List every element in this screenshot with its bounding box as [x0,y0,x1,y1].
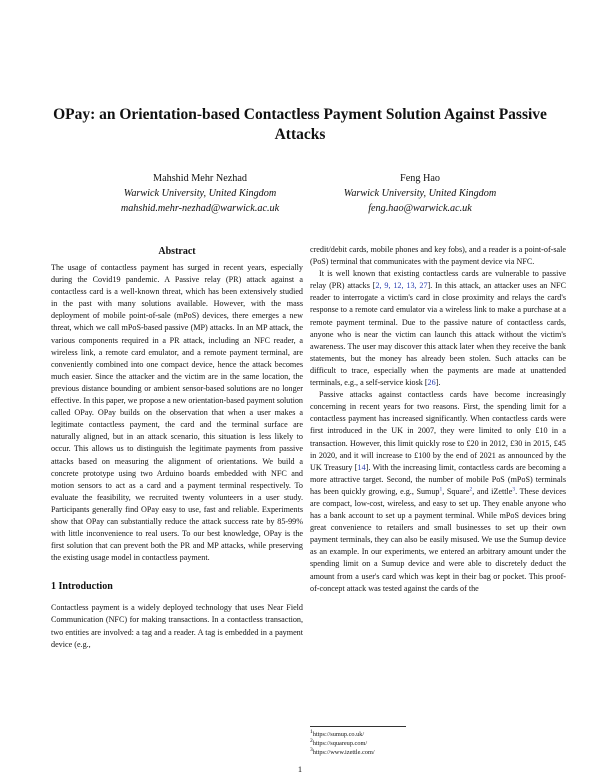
text-run: Passive attacks against contactless cards have become increasingly concerning in recent years for two reasons. First, the spending limit for a contactless payment has increased significantly. When contactless cards were first introduced in the UK in 2007, they were limited to only £10 in a transaction. However, this limit quickly rose to £20 in 2012, £30 in 2015, £45 in 2020, and it will increase to £100 by the end of 2021 as announced by the UK Treasury [ [310,390,566,472]
footnote-url[interactable]: https://www.izettle.com/ [312,749,375,756]
author-block-2 [300,171,540,216]
text-run: . These devices are compact, low-cost, wireless, and easy to set up. They enable anyone who has a bank account to set up a payment terminal. While mPoS devices bring great convenience to retailers and small businesses to set up their own payment terminals, they can also be easily misused. We use the Sumup device as an example. In our experiments, we entered an arbitrary amount under the spending limit on a Sumup device and were able to discretely deduct the amount from a user's card which was kept in their bag or pocket. This proof-of-concept attack was tested against the cards of the [310,486,566,593]
author-email: feng.hao@warwick.ac.uk [368,203,472,214]
abstract-text: The usage of contactless payment has surged in recent years, especially during the Covid19 pandemic. A Passive relay (PR) attack against a contactless card is a well-known threat, which has been extensively studied in the past with many solutions available. However, with the mass deployment of mobile point-of-sale (mPoS) devices, there emerges a new threat, which we call mPoS-based passive (MP) attacks. In an MP attack, the various components required in a PR attack, including an NFC reader, a wireless link, a remote card emulator, and a remote payment terminal, are conveniently combined into one compact device, hence the attack becomes much easier. Since the attacker and the victim are in the same location, the previous distance bounding or ambient sensor-based solutions are no longer effective. In this paper, we propose a new orientation-based payment solution called OPay. OPay builds on the observation that when a user makes a legitimate contactless payment, the card and the terminal surface are naturally aligned, but in an attack scenario, this situation is less likely to occur. This allows us to distinguish the legitimate payments from passive attacks based on measuring the alignment of orientations. We build a concrete prototype using two Arduino boards embedded with NFC and motion sensors to act as a card and a payment terminal respectively. To evaluate the feasibility, we recruited twenty volunteers in a user study. Participants generally find OPay easy to use, fast and reliable. Experiments show that OPay can substantially reduce the attack success rate by 85-99% with little inconvenience to real users. To our best knowledge, OPay is the first solution that can prevent both the PR and MP attacks, while preserving the existing usage model in contactless payment. [51,263,303,563]
paper-title: OPay: an Orientation-based Contactless Payment Solution Against Passive Attacks [53,106,547,143]
footnote-mark[interactable]: 2 [469,486,473,493]
text-run: ]. In this attack, an attacker uses an NFC reader to interrogate a victim's card in close proximity and relays the card's response to a remote card emulator via a wireless link to make a purchase at a remote payment terminal. Due to the passive nature of contactless cards, anyone who is near the victim can launch this attack without the victim's awareness. The user may discover this attack later when they receive the bank statements, but the money has already been stolen. Such attacks can be difficult to trace, especially when the payments are made at unattended terminals, e.g., a self-service kiosk [ [310,281,566,388]
footnote-item [310,748,566,757]
text-run: ]. With the increasing limit, contactless cards are becoming a more attractive target. Second, the number of mobile PoS (mPoS) terminals has been quickly growing, e.g., Sumup [310,462,566,496]
author-block-1 [80,171,320,216]
footnote-url[interactable]: https://sumup.co.uk/ [312,731,365,738]
citation-link[interactable]: 26 [427,378,436,388]
author-affiliation: Warwick University, United Kingdom [123,188,277,199]
intro-paragraph-2 [310,268,566,389]
footnote-mark[interactable]: 1 [439,486,443,493]
right-column [310,244,566,595]
footnote-mark[interactable]: 3 [512,486,516,493]
footnote-divider [310,726,406,727]
abstract-heading: Abstract [158,246,196,257]
section-heading-introduction: 1 Introduction [51,581,113,593]
footnotes [310,730,566,757]
text-run: It is well known that existing contactless cards are vulnerable to passive relay (PR) attacks [ [310,269,566,291]
citation-link[interactable]: 2, 9, 12, 13, 27 [375,281,428,291]
footnote-url[interactable]: https://squareup.com/ [312,740,368,747]
footnote-item [310,739,566,748]
page-number: 1 [297,764,303,774]
footnote-number: 1 [310,728,313,735]
intro-paragraph: Contactless payment is a widely deployed technology that uses Near Field Communication (NFC) for making transactions. In a contactless transaction, two entities are involved: a tag and a reader. A tag is embedded in a payment device (e.g., [51,603,303,649]
intro-paragraph-cont: credit/debit cards, mobile phones and key fobs), and a reader is a point-of-sale (PoS) terminal that communicates with the payment device via NFC. [310,245,566,267]
author-affiliation: Warwick University, United Kingdom [343,188,497,199]
author-name: Feng Hao [400,173,440,184]
footnote-item [310,730,566,739]
author-name: Mahshid Mehr Nezhad [153,173,247,184]
footnote-number: 2 [310,737,313,744]
citation-link[interactable]: 14 [357,462,366,472]
text-run: ]. [435,378,441,388]
text-run: , and iZettle [472,486,513,496]
text-run: , Square [442,486,470,496]
left-column [51,245,303,651]
intro-paragraph-3 [310,389,566,595]
footnote-number: 3 [310,746,313,753]
author-email: mahshid.mehr-nezhad@warwick.ac.uk [120,203,280,214]
